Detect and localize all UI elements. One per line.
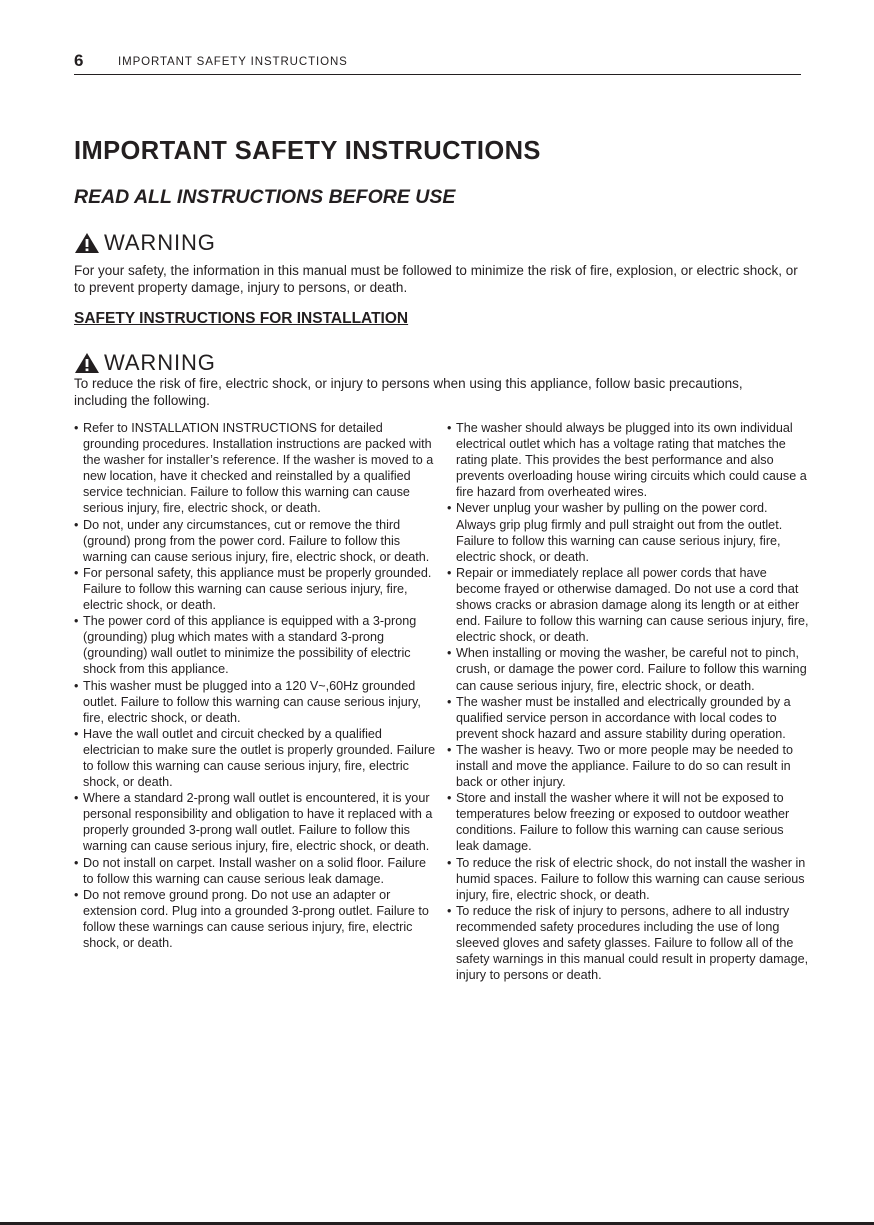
list-item: • This washer must be plugged into a 120 V~,60Hz grounded outlet. Failure to follow this warning can cause serious injury, fire, electric shock, or death. [74,678,437,726]
warning-heading [74,231,216,255]
page-title: IMPORTANT SAFETY INSTRUCTIONS [74,137,541,165]
running-header [74,52,801,75]
list-item: • Repair or immediately replace all power cords that have become frayed or otherwise damaged. Do not use a cord that shows cracks or abrasion damage along its length or at either end. Failure to follow this warning can cause serious injury, fire, electric shock, or death. [447,565,809,645]
warning-heading [74,351,216,375]
safety-list-right [447,420,809,983]
list-item: • The washer is heavy. Two or more people may be needed to install and move the appliance. Failure to do so can result in back or other injury. [447,742,809,790]
warning-heading-text: WARNING [104,350,216,375]
warning-heading-text: WARNING [104,230,216,255]
list-item: • Never unplug your washer by pulling on the power cord. Always grip plug firmly and pull straight out from the outlet. Failure to follow this warning can cause serious injury, fire, electric shock, or death. [447,500,809,564]
warning-triangle-icon [74,232,100,254]
list-item: • Refer to INSTALLATION INSTRUCTIONS for detailed grounding procedures. Installation instructions are packed with the washer for installer’s reference. If the washer is moved to a new location, have it checked and reinstalled by a qualified service technician. Failure to follow this warning can cause serious injury, fire, electric shock, or death. [74,420,437,517]
warning-triangle-icon [74,352,100,374]
list-item: • Store and install the washer where it will not be exposed to temperatures below freezing or exposed to outdoor weather conditions. Failure to follow this warning can cause serious leak damage. [447,790,809,854]
list-item: • The washer must be installed and electrically grounded by a qualified service person in accordance with local codes to prevent shock hazard and assure stability during operation. [447,694,809,742]
list-item: • Do not remove ground prong. Do not use an adapter or extension cord. Plug into a grounded 3-prong outlet. Failure to follow these warnings can cause serious injury, fire, electric shock, or death. [74,887,437,951]
list-item: • For personal safety, this appliance must be properly grounded. Failure to follow this warning can cause serious injury, fire, electric shock, or death. [74,565,437,613]
list-item: • Do not, under any circumstances, cut or remove the third (ground) prong from the power cord. Failure to follow this warning can cause serious injury, fire, electric shock, or death. [74,517,437,565]
list-item: • The power cord of this appliance is equipped with a 3-prong (grounding) plug which mates with a standard 3-prong (grounding) wall outlet to minimize the possibility of electric shock from this appliance. [74,613,437,677]
list-item: • To reduce the risk of injury to persons, adhere to all industry recommended safety procedures including the use of long sleeved gloves and safety glasses. Failure to follow all of the safety warnings in this manual could result in property damage, injury to persons or death. [447,903,809,983]
list-item: • The washer should always be plugged into its own individual electrical outlet which has a voltage rating that matches the rating plate. This provides the best performance and also prevents overloading house wiring circuits which could cause a fire hazard from overheated wires. [447,420,809,500]
page-number: 6 [74,51,84,70]
warning-text: For your safety, the information in this manual must be followed to minimize the risk of fire, explosion, or electric shock, or to prevent property damage, injury to persons, or death. [74,263,798,295]
page-subtitle: READ ALL INSTRUCTIONS BEFORE USE [74,186,456,208]
list-item: • To reduce the risk of electric shock, do not install the washer in humid spaces. Failure to follow this warning can cause serious injury, fire, electric shock, or death. [447,855,809,903]
list-item: • When installing or moving the washer, be careful not to pinch, crush, or damage the power cord. Failure to follow this warning can cause serious injury, fire, electric shock, or death. [447,645,809,693]
running-header-title: IMPORTANT SAFETY INSTRUCTIONS [118,56,348,68]
section-heading: SAFETY INSTRUCTIONS FOR INSTALLATION [74,310,409,327]
list-item: • Where a standard 2-prong wall outlet is encountered, it is your personal responsibility and obligation to have it replaced with a properly grounded 3-prong wall outlet. Failure to follow this warning can cause serious injury, fire, electric shock, or death. [74,790,437,854]
list-item: • Do not install on carpet. Install washer on a solid floor. Failure to follow this warning can cause serious leak damage. [74,855,437,887]
warning-text: To reduce the risk of fire, electric shock, or injury to persons when using this appliance, follow basic precautions, including the following. [74,376,743,408]
list-item: • Have the wall outlet and circuit checked by a qualified electrician to make sure the outlet is properly grounded. Failure to follow this warning can cause serious injury, fire, electric shock, or death. [74,726,437,790]
safety-list-left [74,420,437,951]
